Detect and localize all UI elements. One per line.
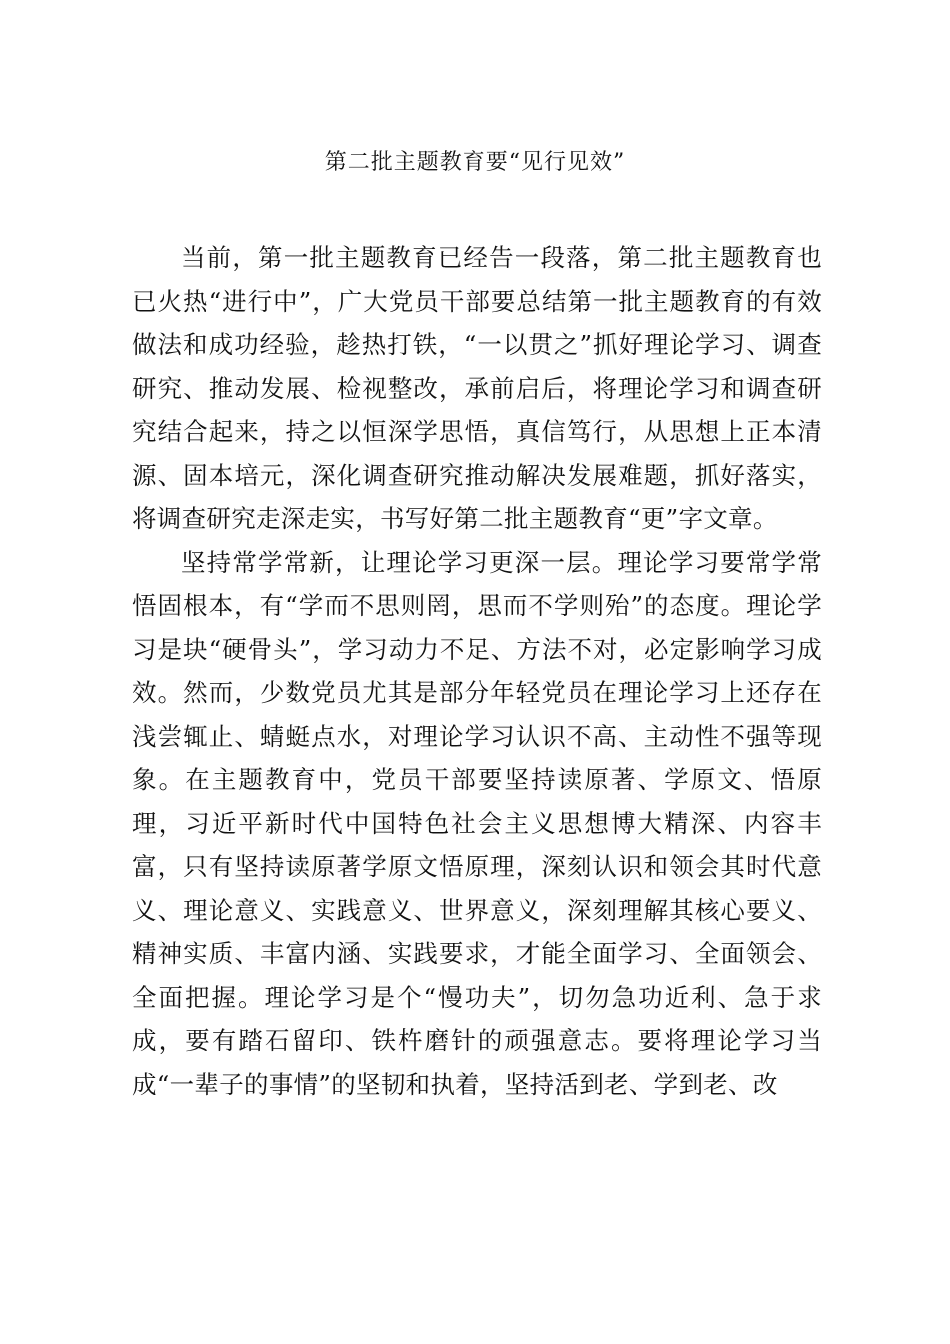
paragraph-2: 坚持常学常新，让理论学习更深一层。理论学习要常学常悟固根本，有“学而不思则罔，思而不学则殆”的态度。理论学习是块“硬骨头”，学习动力不足、方法不对，必定影响学习成效。然而，少数党员尤其是部分年轻党员在理论学习上还存在浅尝辄止、蜻蜓点水，对理论学习认识不高、主动性不强等现象。在主题教育中，党员干部要坚持读原著、学原文、悟原理，习近平新时代中国特色社会主义思想博大精深、内容丰富，只有坚持读原著学原文悟原理，深刻认识和领会其时代意义、理论意义、实践意义、世界意义，深刻理解其核心要义、精神实质、丰富内涵、实践要求，才能全面学习、全面领会、全面把握。理论学习是个“慢功夫”，切勿急功近利、急于求成，要有踏石留印、铁杵磨针的顽强意志。要将理论学习当成“一辈子的事情”的坚韧和执着，坚持活到老、学到老、改 bbox=[132, 547, 822, 1099]
document-body bbox=[132, 236, 822, 1106]
page-title: 第二批主题教育要“见行见效” bbox=[324, 150, 626, 175]
paragraph-1: 当前，第一批主题教育已经告一段落，第二批主题教育也已火热“进行中”，广大党员干部要总结第一批主题教育的有效做法和成功经验，趁热打铁，“一以贯之”抓好理论学习、调查研究、推动发展、检视整改，承前启后，将理论学习和调查研究结合起来，持之以恒深学思悟，真信笃行，从思想上正本清源、固本培元，深化调查研究推动解决发展难题，抓好落实，将调查研究走深走实，书写好第二批主题教育“更”字文章。 bbox=[132, 243, 822, 533]
